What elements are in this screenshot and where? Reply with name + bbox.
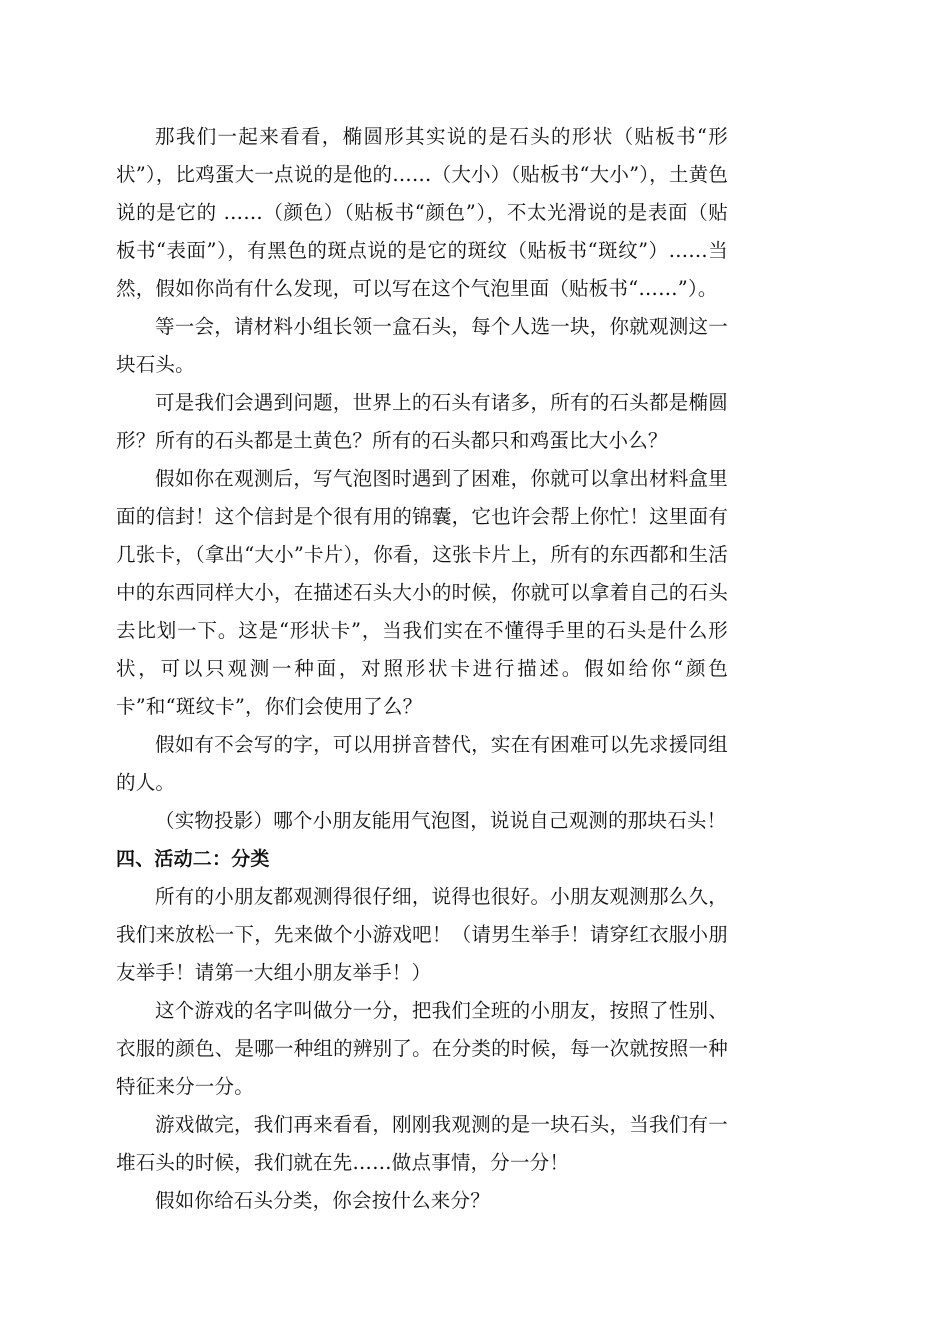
paragraph: 等一会，请材料小组长领一盒石头，每个人选一块，你就观测这一块石头。 bbox=[116, 315, 728, 376]
section-heading: 四、活动二：分类 bbox=[116, 848, 270, 870]
paragraph: 所有的小朋友都观测得很仔细，说得也很好。小朋友观测那么久，我们来放松一下，先来做个小游戏吧！（请男生举手！请穿红衣服小朋友举手！请第一大组小朋友举手！） bbox=[116, 885, 728, 984]
paragraph: 假如你在观测后，写气泡图时遇到了困难，你就可以拿出材料盒里面的信封！这个信封是个很有用的锦囊，它也许会帮上你忙！这里面有几张卡，（拿出“大小”卡片），你看，这张卡片上，所有的东西都和生活中的东西同样大小，在描述石头大小的时候，你就可以拿着自己的石头去比划一下。这是“形状卡”，当我们实在不懂得手里的石头是什么形状，可以只观测一种面，对照形状卡进行描述。假如给你“颜色卡”和“斑纹卡”，你们会使用了么？ bbox=[116, 467, 728, 718]
paragraph: 那我们一起来看看，椭圆形其实说的是石头的形状（贴板书“形状”），比鸡蛋大一点说的是他的……（大小）（贴板书“大小”），土黄色说的是它的 ……（颜色）（贴板书“颜色”），不太光滑说的是表面（贴板书“表面”），有黑色的斑点说的是它的斑纹（贴板书“斑纹”）……当然，假如你尚有什么发现，可以写在这个气泡里面（贴板书“……”）。 bbox=[116, 125, 728, 300]
paragraph: 假如你给石头分类，你会按什么来分？ bbox=[155, 1189, 490, 1212]
paragraph: （实物投影）哪个小朋友能用气泡图，说说自己观测的那块石头！ bbox=[155, 809, 727, 832]
paragraph: 这个游戏的名字叫做分一分，把我们全班的小朋友，按照了性别、衣服的颜色、是哪一种组的辨别了。在分类的时候，每一次就按照一种特征来分一分。 bbox=[116, 999, 728, 1098]
paragraph: 假如有不会写的字，可以用拼音替代，实在有困难可以先求援同组的人。 bbox=[116, 733, 728, 794]
paragraph: 游戏做完，我们再来看看，刚刚我观测的是一块石头，当我们有一堆石头的时候，我们就在先……做点事情，分一分！ bbox=[116, 1113, 728, 1174]
paragraph: 可是我们会遇到问题，世界上的石头有诸多，所有的石头都是椭圆形？所有的石头都是土黄色？所有的石头都只和鸡蛋比大小么？ bbox=[116, 391, 728, 452]
document-body bbox=[116, 118, 728, 1220]
